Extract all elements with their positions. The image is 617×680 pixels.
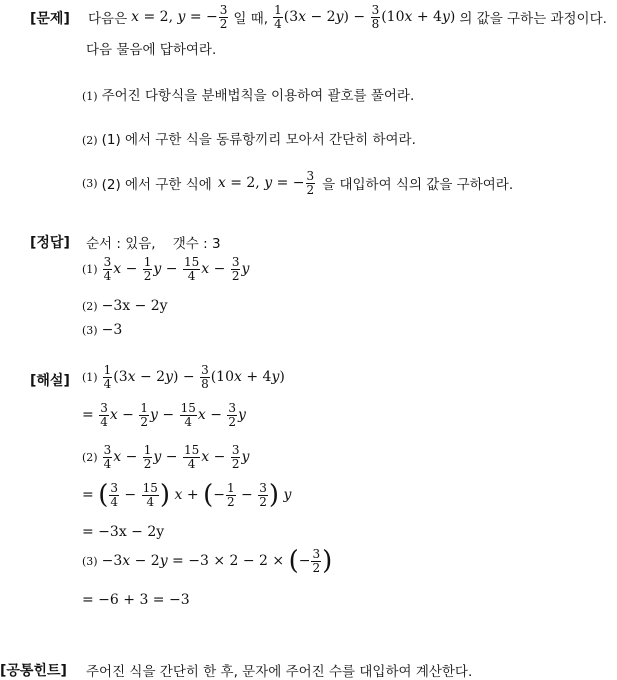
solution-1b: [82, 402, 246, 428]
answer-2: [82, 298, 168, 314]
a3-number: (3): [82, 323, 98, 337]
s3-number: (3): [82, 554, 98, 568]
hint-tag: [공통힌트]: [0, 663, 67, 679]
problem-intro: [88, 4, 607, 30]
q3-cond: x = 2, y = − $\frac{3}{2}$: [217, 169, 315, 197]
a3-expr: −3: [101, 322, 123, 338]
a2-expr: −3x − 2y: [101, 298, 168, 314]
answer-tag: [정답]: [30, 235, 70, 251]
s3-expr: −3x − 2y = −3 × 2 − 2 × (− $\frac{3}{2}$ ): [101, 546, 333, 577]
q3-text-b: 을 대입하여 식의 값을 구하여라.: [322, 177, 514, 194]
q2-text: (1) 에서 구한 식을 동류항끼리 모아서 간단히 하여라.: [101, 132, 416, 148]
s1-number: (1): [82, 370, 98, 384]
s1b-expr: = $\frac{3}{4}$ x − $\frac{1}{2}$ y − $\frac{15}{4}$ x − $\frac{3}{2}$ y: [82, 401, 246, 429]
intro-text-a: 다음은: [88, 11, 128, 28]
s2-expr: $\frac{3}{4}$ x − $\frac{1}{2}$ y − $\frac{15}{4}$ x − $\frac{3}{2}$ y: [103, 443, 250, 471]
hint-text: 주어진 식을 간단히 한 후, 문자에 주어진 수를 대입하여 계산한다.: [86, 664, 473, 680]
intro-expr: $\frac{1}{4}$ (3x − 2y) − $\frac{3}{8}$ (10x + 4y): [274, 3, 456, 31]
solution-3b: = −6 + 3 = −3: [82, 592, 190, 608]
solution-2c: = −3x − 2y: [82, 524, 165, 540]
solution-tag: [해설]: [30, 373, 70, 389]
answer-3: [82, 322, 122, 338]
q3-text-a: (2) 에서 구한 식에: [101, 177, 212, 194]
intro-cond: x = 2, y = − $\frac{3}{2}$: [131, 3, 228, 31]
question-3: [82, 170, 513, 196]
a1-expr: $\frac{3}{4}$ x − $\frac{1}{2}$ y − $\frac{15}{4}$ x − $\frac{3}{2}$ y: [103, 255, 250, 283]
solution-3: [82, 546, 333, 577]
question-2: [82, 128, 416, 148]
solution-2b: [82, 480, 292, 511]
answer-1: [82, 256, 249, 282]
intro-text-c: 의 값을 구하는 과정이다.: [459, 11, 607, 28]
s1-expr: $\frac{1}{4}$ (3x − 2y) − $\frac{3}{8}$ (10x + 4y): [103, 363, 285, 391]
answer-meta: 순서 : 있음, 갯수 : 3: [86, 236, 221, 252]
s2-number: (2): [82, 450, 98, 464]
solution-1: [82, 364, 285, 390]
q1-number: (1): [82, 90, 98, 103]
a2-number: (2): [82, 299, 98, 313]
intro-line2: 다음 물음에 답하여라.: [86, 42, 217, 58]
s2b-expr: = ( $\frac{3}{4}$ − $\frac{15}{4}$ ) x + (− $\frac{1}{2}$ − $\frac{3}{2}$ ) y: [82, 480, 292, 511]
q3-number: (3): [82, 176, 98, 190]
intro-text-b: 일 때,: [233, 11, 269, 28]
question-1: [82, 84, 414, 104]
a1-number: (1): [82, 262, 98, 276]
problem-tag: [문제]: [30, 11, 70, 27]
solution-2: [82, 444, 249, 470]
q1-text: 주어진 다항식을 분배법칙을 이용하여 괄호를 풀어라.: [101, 88, 415, 104]
q2-number: (2): [82, 134, 98, 147]
